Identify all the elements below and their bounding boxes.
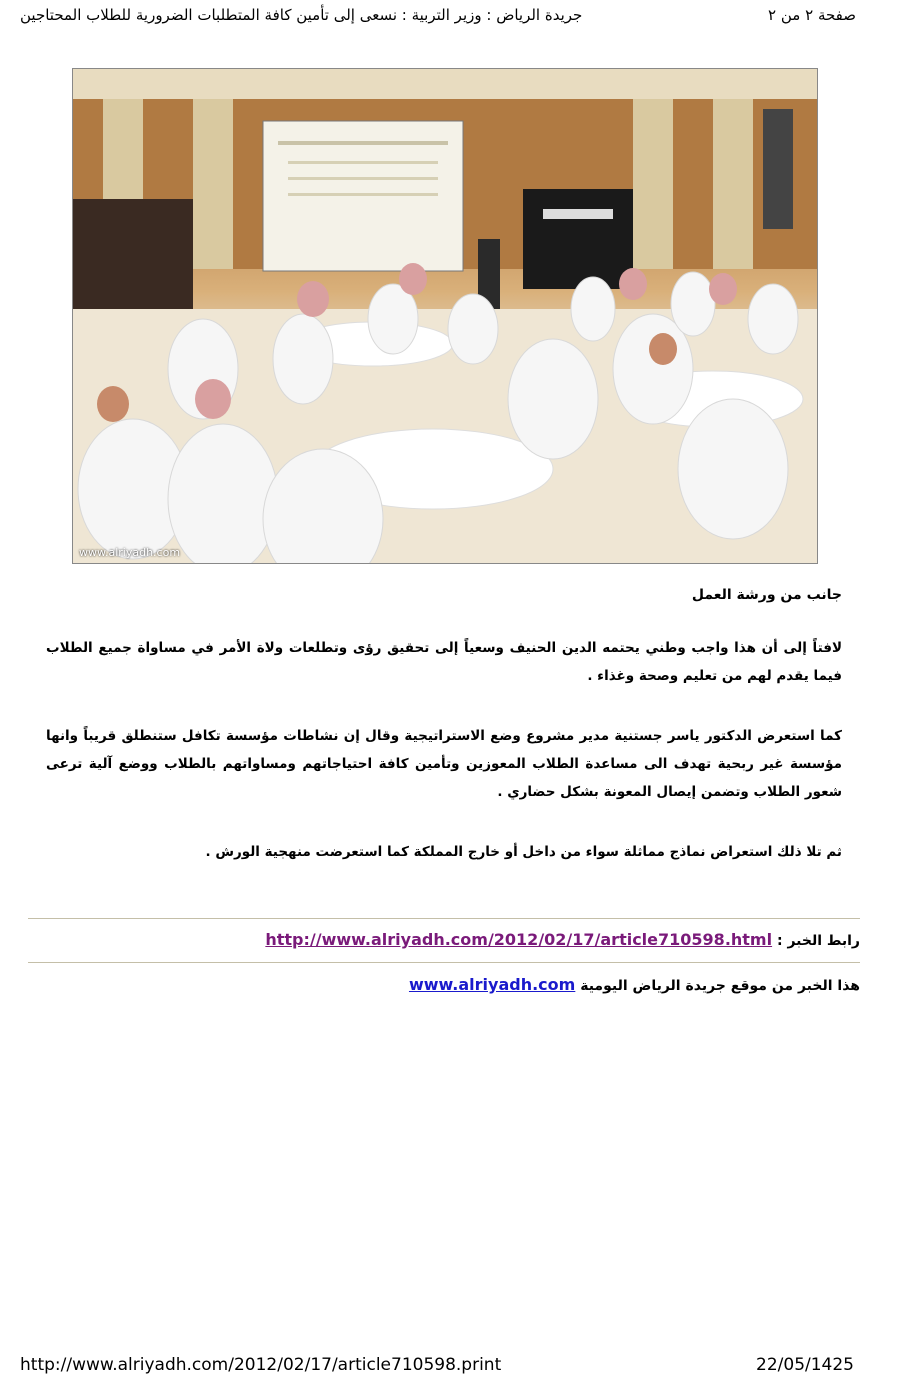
photo-caption: جانب من ورشة العمل: [691, 587, 842, 603]
photo-watermark: www.alriyadh.com: [79, 546, 181, 559]
source-row: [409, 975, 860, 994]
article-paragraph: ثم تلا ذلك استعراض نماذج مماثلة سواء من داخل أو خارج المملكة كما استعرضت منهجية الورش .: [205, 844, 842, 860]
article-paragraph: كما استعرض الدكتور ياسر جستنية مدير مشروع وضع الاستراتيجية وقال إن نشاطات مؤسسة تكافل ستنطلق قريباً وانها مؤسسة غير ربحية تهدف الى مساعدة الطلاب المعوزين وتأمين كافة احتياجاتهم ومساواتهم بالطلاب ووضع آلية ترعى شعور الطلاب وتضمن إيصال المعونة بشكل حضاري .: [46, 728, 842, 800]
page-title: جريدة الرياض : وزير التربية : نسعى إلى تأمين كافة المتطلبات الضرورية للطلاب المحتاجين: [20, 6, 583, 24]
footer-print-url: http://www.alriyadh.com/2012/02/17/article710598.print: [20, 1355, 502, 1375]
footer-date: 22/05/1425: [756, 1355, 854, 1375]
article-paragraph: لافتاً إلى أن هذا واجب وطني يحتمه الدين الحنيف وسعياً إلى تحقيق رؤى وتطلعات ولاة الأمر في مساواة جميع الطلاب فيما يقدم لهم من تعليم وصحة وغذاء .: [46, 640, 842, 684]
page-number: صفحة ٢ من ٢: [768, 6, 856, 24]
workshop-photo: [72, 68, 818, 564]
divider: [28, 918, 860, 919]
news-link-label: رابط الخبر :: [776, 933, 860, 949]
source-link[interactable]: www.alriyadh.com: [408, 975, 576, 994]
source-label: هذا الخبر من موقع جريدة الرياض اليومية: [580, 978, 860, 994]
news-link-row: [265, 930, 860, 949]
news-link[interactable]: http://www.alriyadh.com/2012/02/17/article710598.html: [265, 930, 773, 949]
divider: [28, 962, 860, 963]
workshop-scene-illustration: [73, 69, 817, 563]
